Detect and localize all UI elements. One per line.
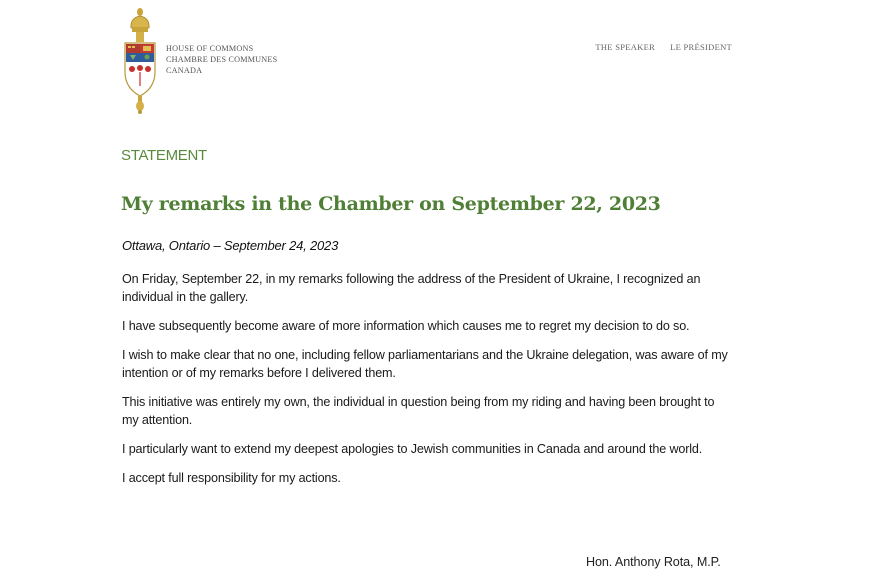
paragraph: I have subsequently become aware of more information which causes me to regret my decision to do so. (122, 319, 690, 333)
institution-line-fr: CHAMBRE DES COMMUNES (166, 55, 278, 64)
speaker-nav (595, 42, 732, 52)
signature: Hon. Anthony Rota, M.P. (586, 555, 721, 569)
paragraph: I particularly want to extend my deepest apologies to Jewish communities in Canada and around the world. (122, 442, 703, 456)
house-of-commons-crest-icon (120, 6, 160, 114)
institution-name (166, 43, 277, 76)
statement-title: My remarks in the Chamber on September 22, 2023 (121, 193, 661, 215)
document-type-label: STATEMENT (121, 147, 207, 164)
dateline: Ottawa, Ontario – September 24, 2023 (122, 238, 339, 253)
paragraph: On Friday, September 22, in my remarks following the address of the President of Ukraine, I recognized an individual in the gallery. (122, 272, 701, 304)
paragraph: This initiative was entirely my own, the individual in question being from my riding and having been brought to my attention. (122, 395, 715, 427)
paragraph: I wish to make clear that no one, including fellow parliamentarians and the Ukraine delegation, was aware of my intention or of my remarks before I delivered them. (122, 348, 728, 380)
nav-link-the-speaker[interactable]: THE SPEAKER (595, 42, 656, 52)
institution-line-country: CANADA (166, 66, 203, 75)
nav-link-le-president[interactable]: LE PRÉSIDENT (670, 42, 732, 52)
statement-body (122, 270, 732, 498)
paragraph: I accept full responsibility for my actions. (122, 471, 341, 485)
institution-line-en: HOUSE OF COMMONS (166, 44, 254, 53)
